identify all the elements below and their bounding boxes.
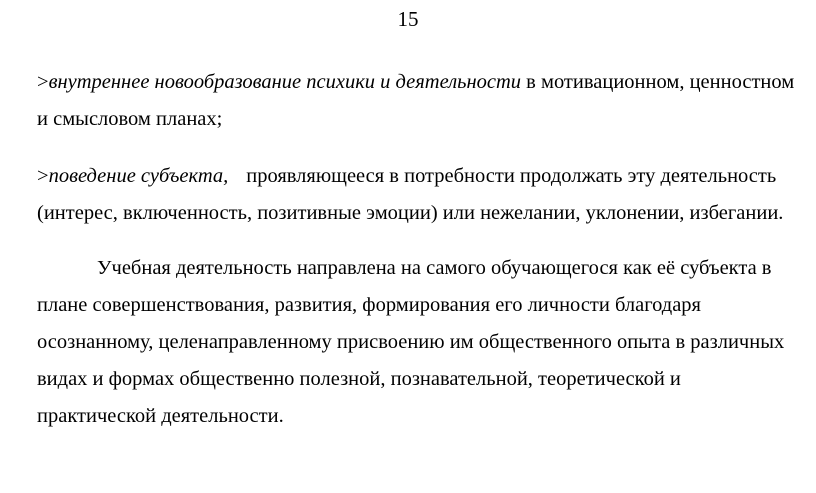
- body-paragraph: [37, 250, 797, 435]
- bullet-text: в мотивационном, ценностном и смысловом планах;: [37, 71, 795, 130]
- page-number: 15: [397, 7, 419, 31]
- bullet-text: проявляющееся в потребности продолжать эту деятельность (интерес, включенность, позитивные эмоции) или нежелании, уклонении, избегании.: [37, 165, 784, 224]
- bullet-item: [37, 158, 797, 232]
- bullet-term: внутреннее новообразование психики и деятельности: [48, 71, 522, 93]
- bullet-marker: >: [37, 71, 49, 93]
- paragraph-text: Учебная деятельность направлена на самого обучающегося как её субъекта в плане совершенствования, развития, формирования его личности благодаря осознанному, целенаправленному присвоению им общественного опыта в различных видах и формах общественно полезной, познавательной, теоретической и практической деятельности.: [37, 257, 785, 427]
- document-body: [37, 64, 797, 435]
- bullet-item: [37, 64, 797, 138]
- bullet-marker: >: [37, 165, 49, 187]
- bullet-term: поведение субъекта,: [48, 165, 229, 187]
